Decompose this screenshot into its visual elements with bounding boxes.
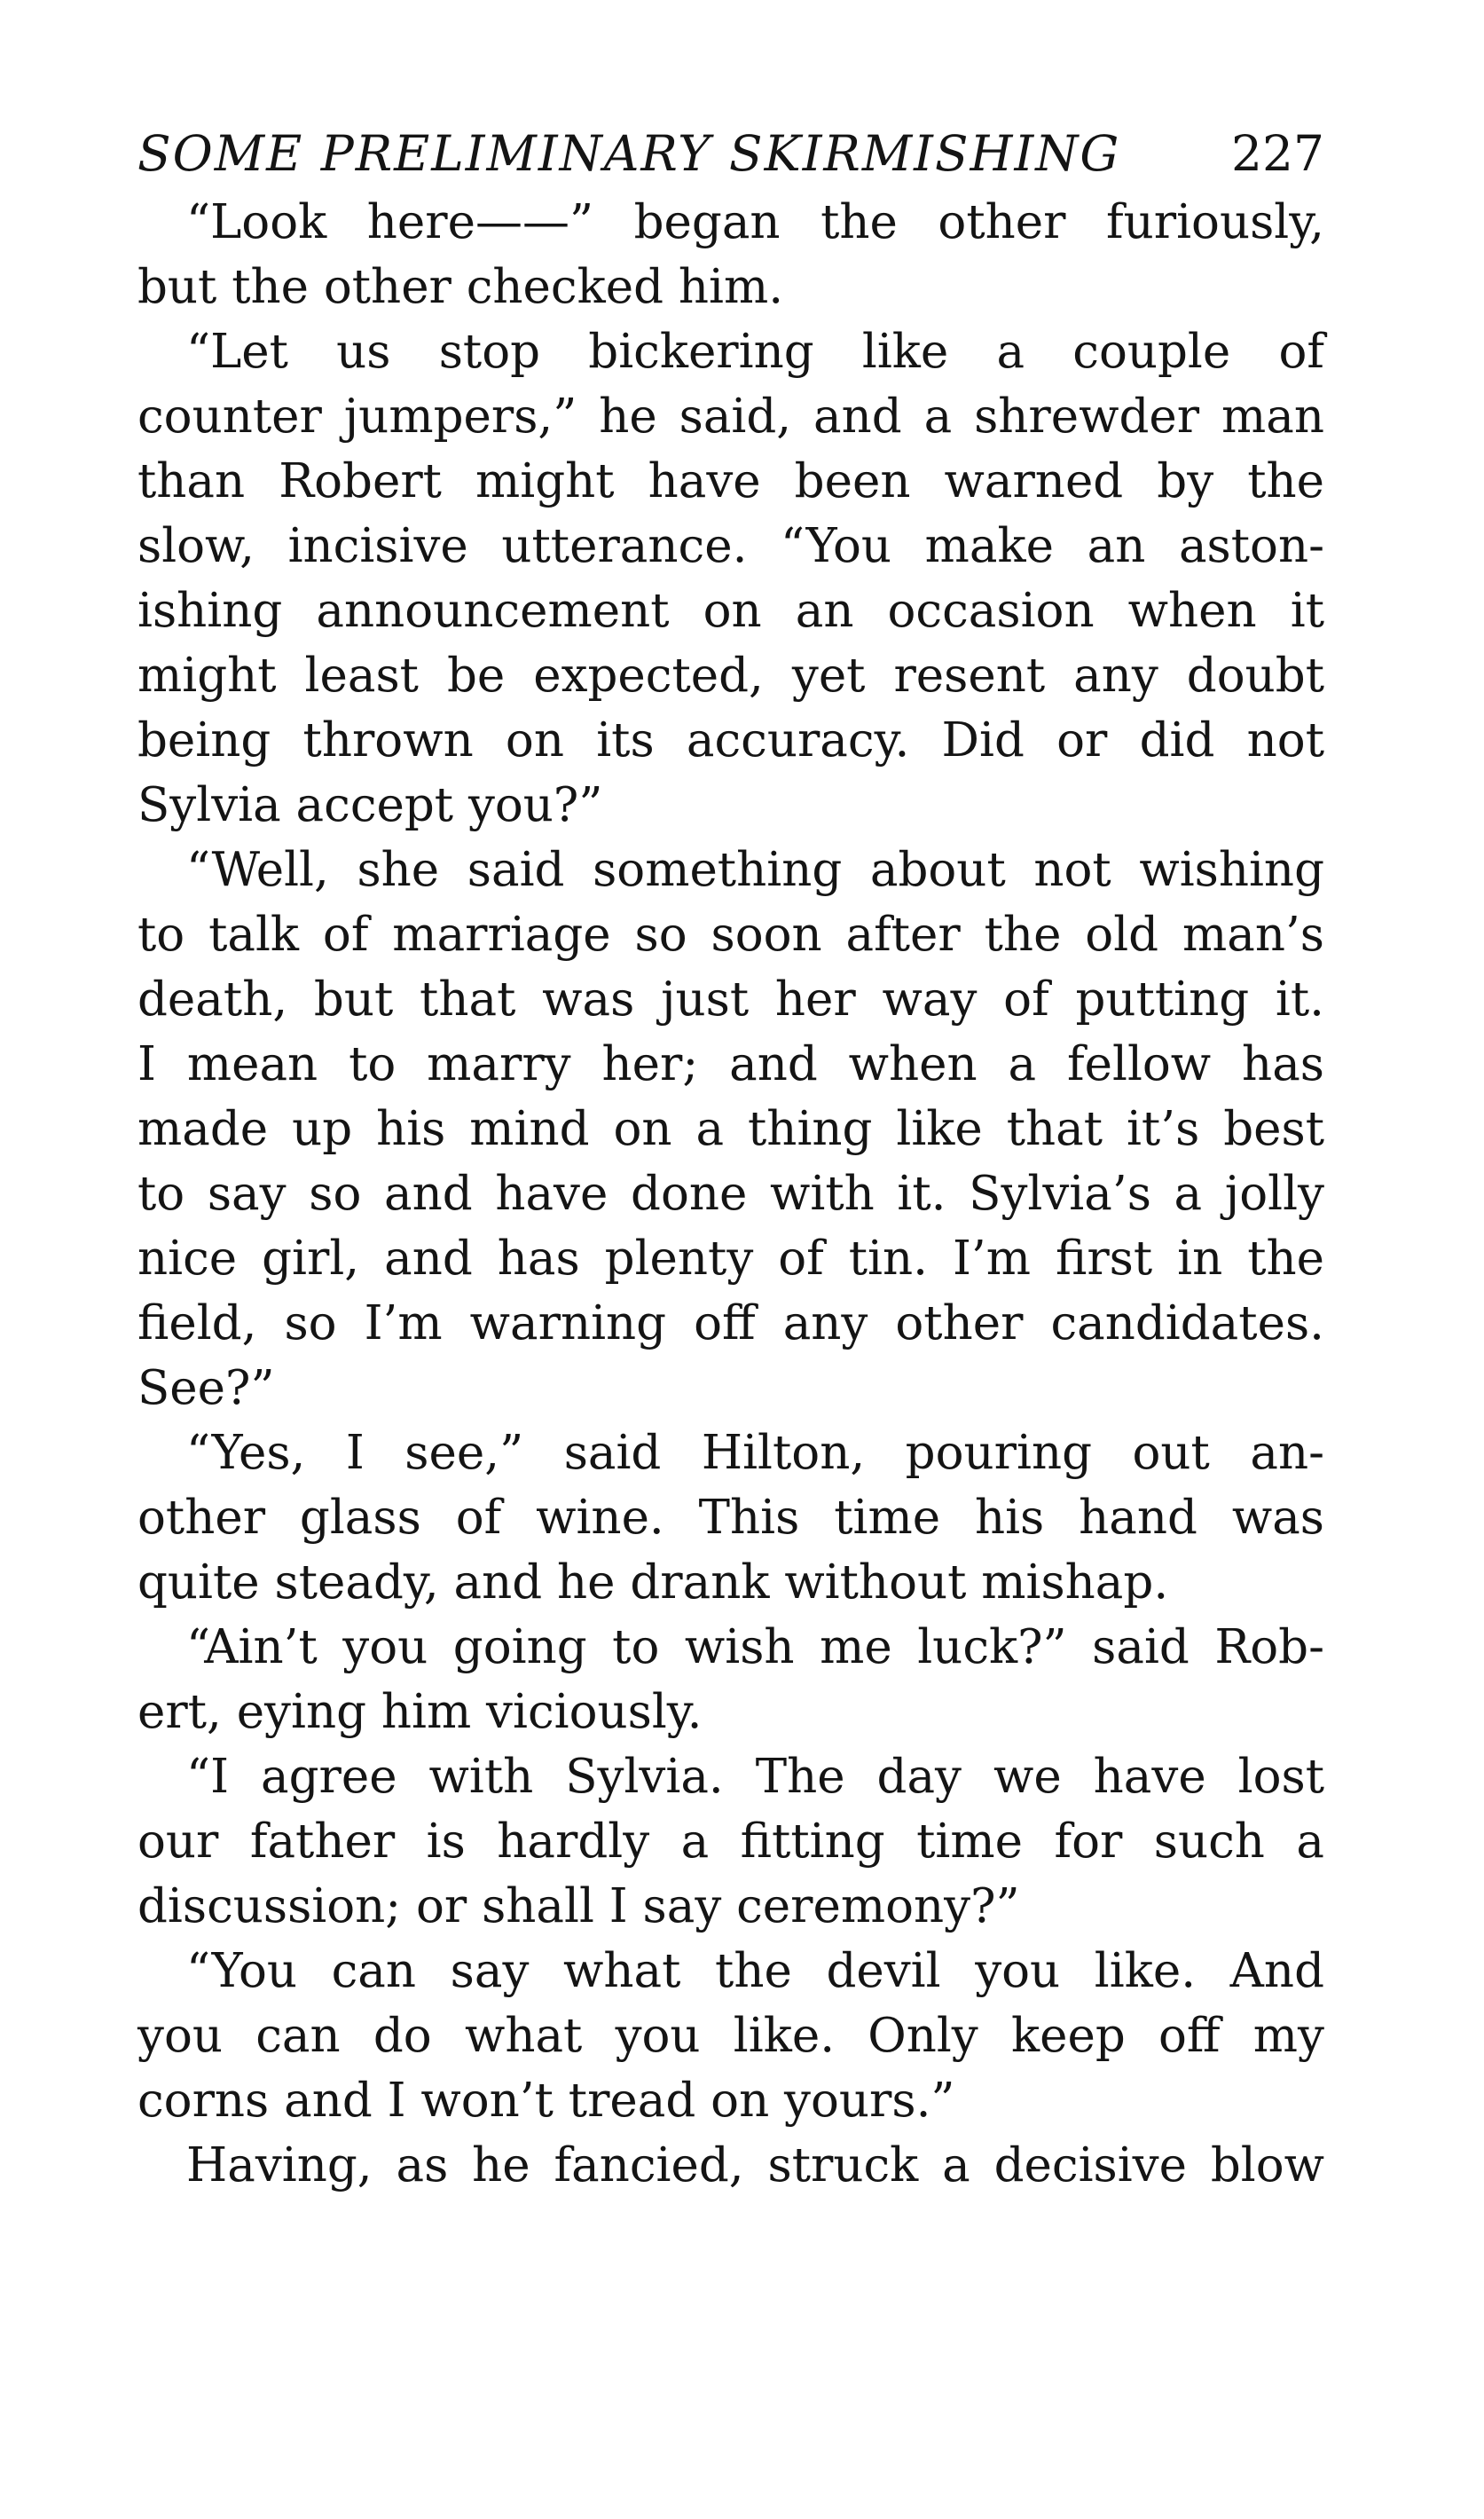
text-line: “Ain’t you going to wish me luck?” said Rob- [186, 1620, 1324, 1674]
text-line: I mean to marry her; and when a fellow has [137, 1037, 1324, 1091]
paragraph-8 [137, 2133, 1324, 2198]
text-line: but the other checked him. [137, 260, 784, 314]
text-line: “Let us stop bickering like a couple of [186, 325, 1324, 379]
book-page [137, 124, 1324, 2198]
paragraph-7 [137, 1939, 1324, 2133]
text-line: death, but that was just her way of putting it. [137, 972, 1324, 1027]
text-line: “Look here——” began the other furiously, [186, 195, 1324, 249]
text-line: ert, eying him viciously. [137, 1685, 703, 1739]
paragraph-6 [137, 1744, 1324, 1939]
text-line: “You can say what the devil you like. And [186, 1944, 1324, 1998]
text-line: made up his mind on a thing like that it’s best [137, 1102, 1324, 1156]
text-line: quite steady, and he drank without mishap. [137, 1555, 1169, 1610]
body-text [137, 190, 1324, 2198]
text-line: discussion; or shall I say ceremony?” [137, 1879, 1020, 1933]
text-line: nice girl, and has plenty of tin. I’m first in the [137, 1232, 1324, 1286]
paragraph-2 [137, 319, 1324, 838]
page-number: 227 [1231, 125, 1324, 182]
text-line: “I agree with Sylvia. The day we have lost [186, 1750, 1324, 1804]
text-line: ishing announcement on an occasion when it [137, 584, 1324, 638]
text-line: field, so I’m warning off any other candidates. [137, 1296, 1324, 1350]
text-line: See?” [137, 1361, 275, 1415]
text-line: “Well, she said something about not wishing [186, 843, 1324, 897]
paragraph-4 [137, 1421, 1324, 1615]
text-line: corns and I won’t tread on yours.” [137, 2074, 955, 2128]
text-line: than Robert might have been warned by the [137, 454, 1324, 508]
text-line: our father is hardly a fitting time for such a [137, 1814, 1324, 1869]
text-line: slow, incisive utterance. “You make an aston- [137, 519, 1324, 573]
text-line: being thrown on its accuracy. Did or did not [137, 713, 1324, 768]
text-line: Having, as he fancied, struck a decisive blow [186, 2138, 1324, 2192]
paragraph-1 [137, 190, 1324, 319]
running-title: SOME PRELIMINARY SKIRMISHING [137, 125, 1121, 182]
text-line: to say so and have done with it. Sylvia’s a jolly [137, 1167, 1324, 1221]
text-line: might least be expected, yet resent any doubt [137, 649, 1324, 703]
text-line: counter jumpers,” he said, and a shrewder man [137, 390, 1324, 444]
paragraph-5 [137, 1615, 1324, 1744]
text-line: you can do what you like. Only keep off my [137, 2009, 1324, 2063]
text-line: other glass of wine. This time his hand was [137, 1491, 1324, 1545]
running-head [137, 124, 1324, 183]
text-line: Sylvia accept you?” [137, 778, 603, 832]
text-line: “Yes, I see,” said Hilton, pouring out an- [186, 1426, 1324, 1480]
paragraph-3 [137, 838, 1324, 1421]
text-line: to talk of marriage so soon after the old man’s [137, 908, 1324, 962]
